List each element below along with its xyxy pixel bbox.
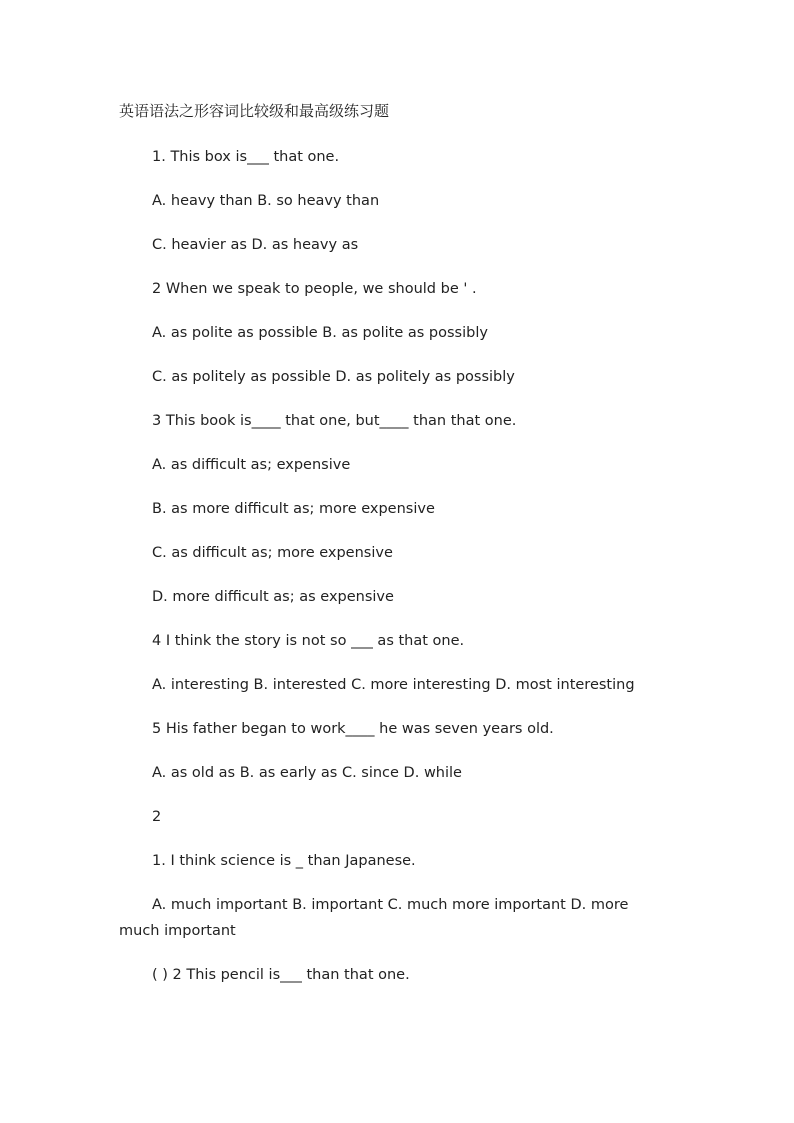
question-3-option-b: B. as more difficult as; more expensive <box>152 501 435 517</box>
question-3-option-c: C. as difficult as; more expensive <box>152 545 393 561</box>
question-4-options: A. interesting B. interested C. more interesting D. most interesting <box>152 677 635 693</box>
question-5-options: A. as old as B. as early as C. since D. while <box>152 765 462 781</box>
section-2-question-2-stem: ( ) 2 This pencil is___ than that one. <box>152 967 410 983</box>
question-1-options-cd: C. heavier as D. as heavy as <box>152 237 359 253</box>
question-5-stem: 5 His father began to work____ he was seven years old. <box>152 721 554 737</box>
question-3-stem: 3 This book is____ that one, but____ than that one. <box>152 413 517 429</box>
question-2-options-cd: C. as politely as possible D. as politely as possibly <box>152 369 515 385</box>
section-2-question-1-options: A. much important B. important C. much more important D. more much important <box>119 897 629 939</box>
document-title: 英语语法之形容词比较级和最高级练习题 <box>119 102 390 120</box>
question-1-options-ab: A. heavy than B. so heavy than <box>152 193 380 209</box>
question-3-option-a: A. as difficult as; expensive <box>152 457 351 473</box>
question-4-stem: 4 I think the story is not so ___ as that one. <box>152 633 465 649</box>
section-2-question-1-stem: 1. I think science is _ than Japanese. <box>152 853 416 869</box>
question-3-option-d: D. more difficult as; as expensive <box>152 589 394 605</box>
question-2-options-ab: A. as polite as possible B. as polite as possibly <box>152 325 488 341</box>
section-number: 2 <box>152 809 162 825</box>
question-1-stem: 1. This box is___ that one. <box>152 149 340 165</box>
question-2-stem: 2 When we speak to people, we should be ' . <box>152 281 477 297</box>
